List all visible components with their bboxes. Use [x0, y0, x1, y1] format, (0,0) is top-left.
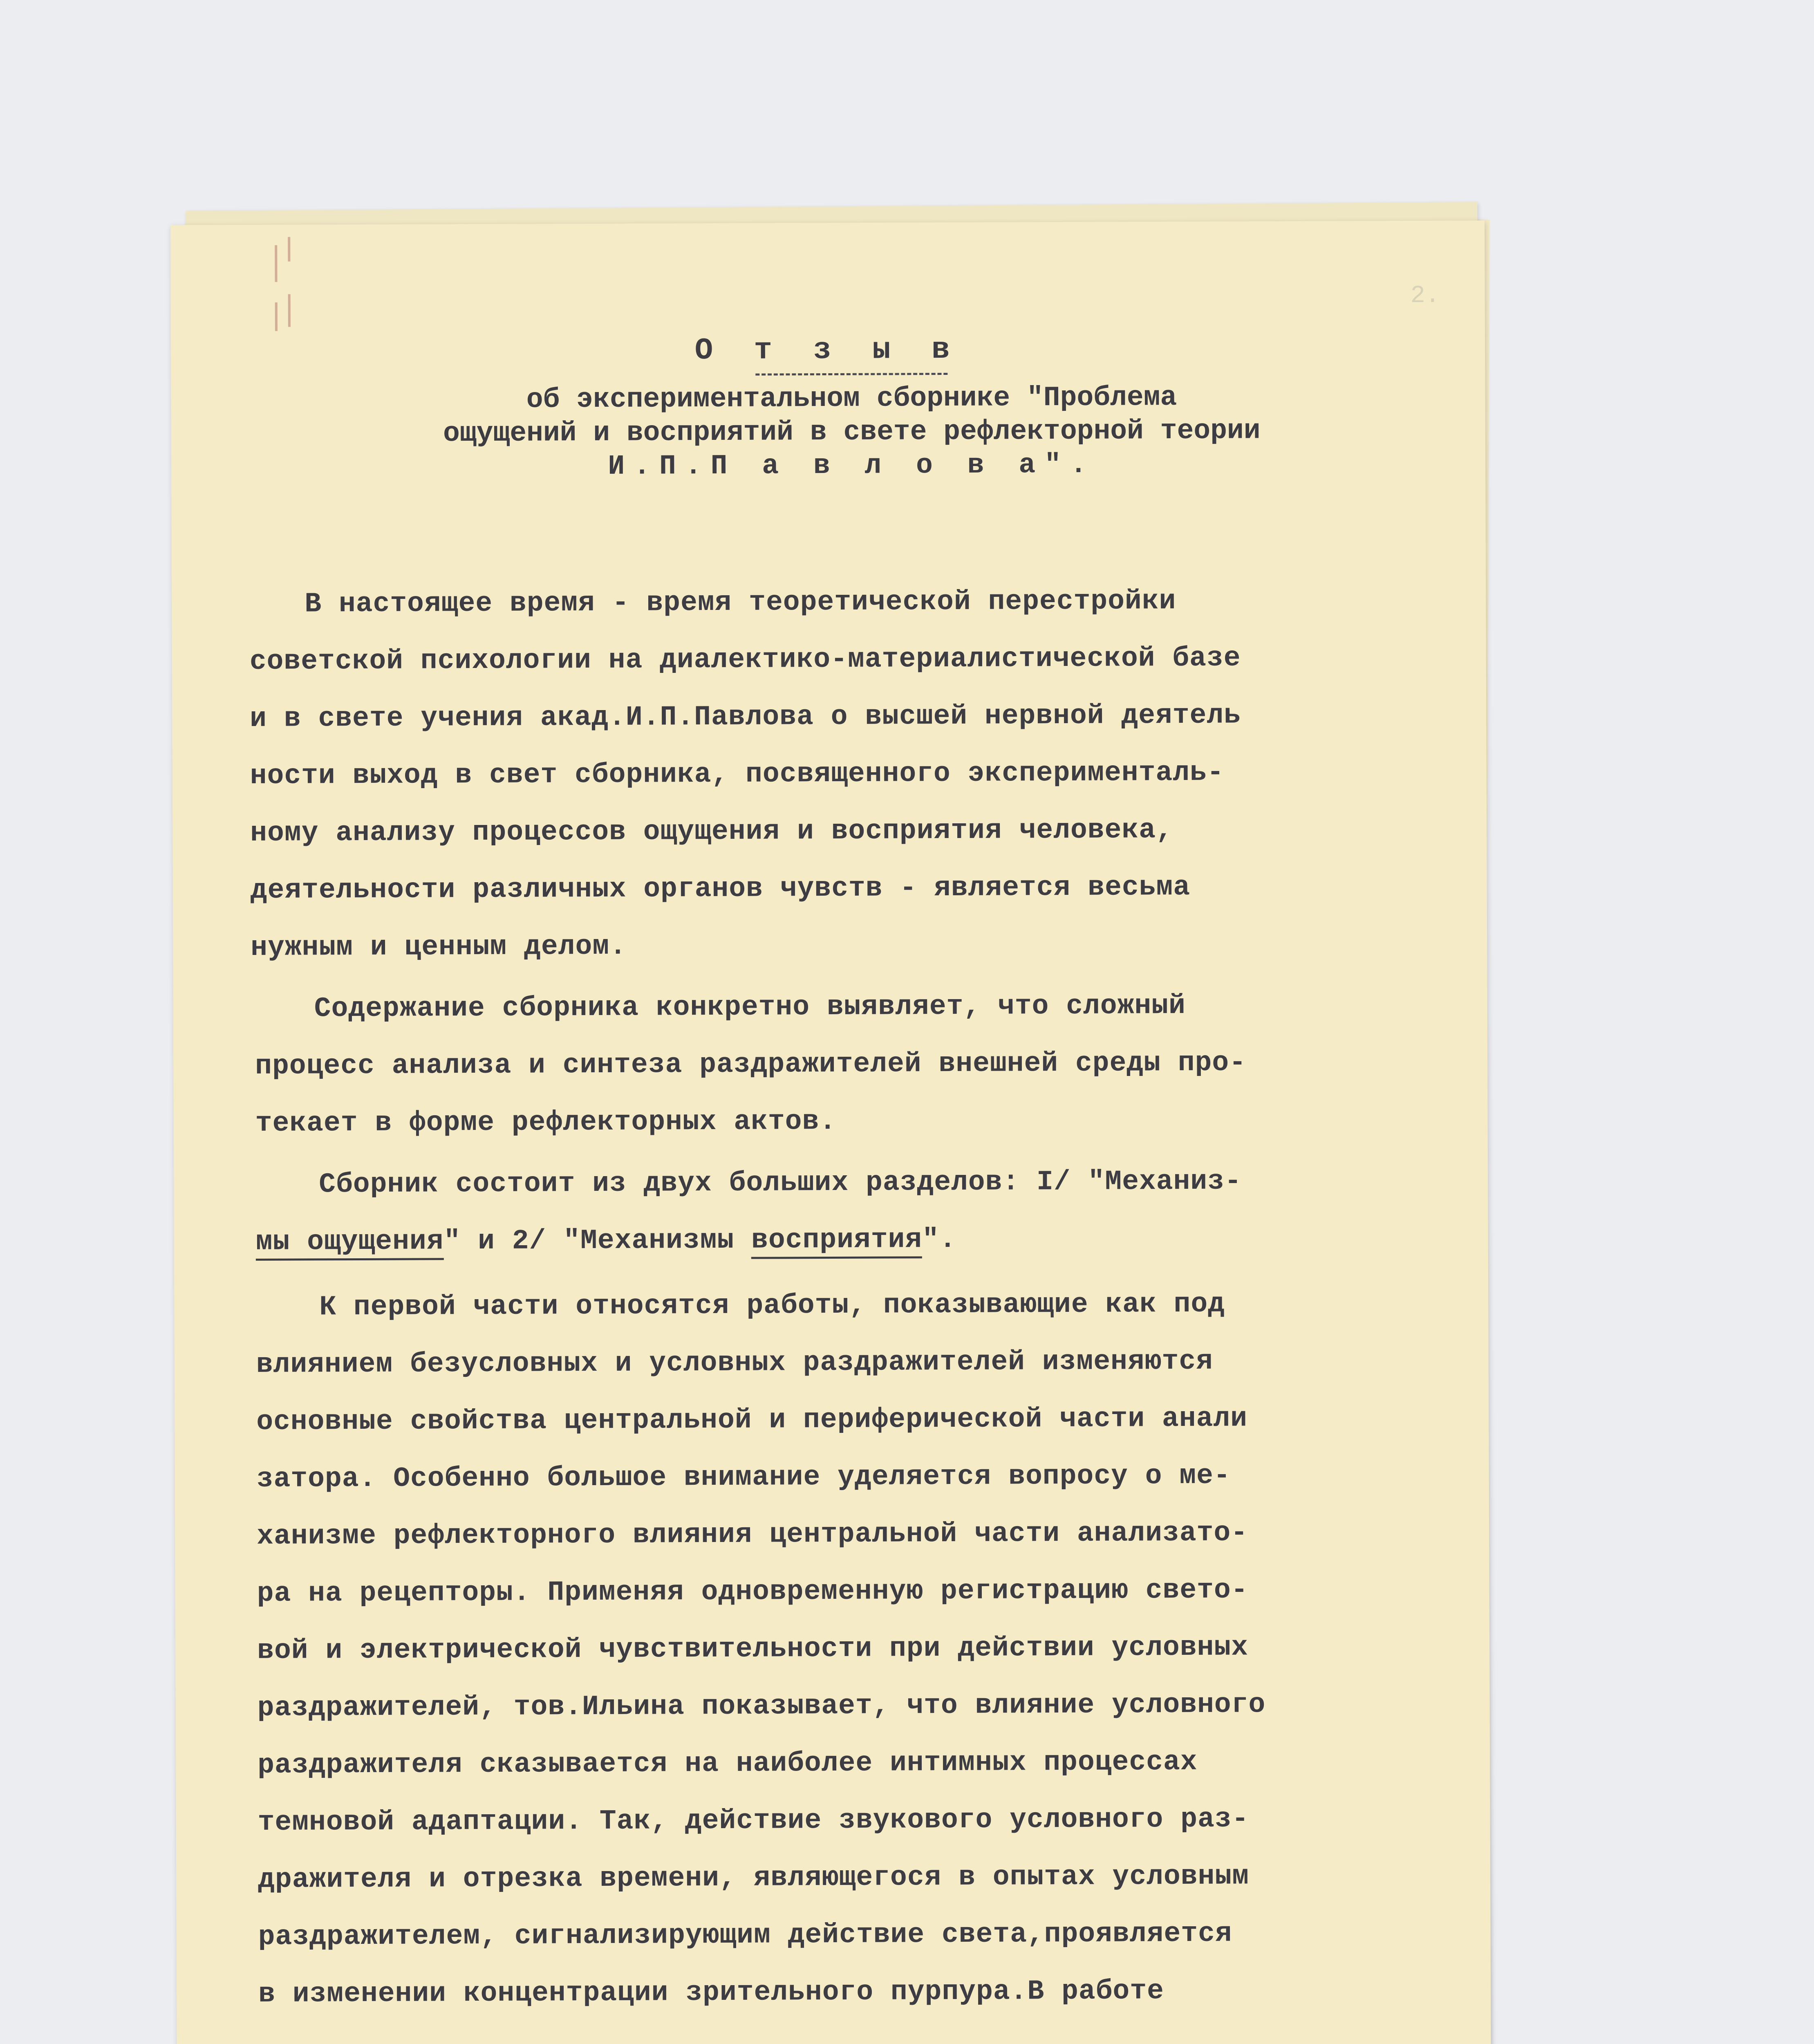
text-line: В настоящее время - время теоретической перестройки — [305, 585, 1176, 620]
text-line: Содержание сборника конкретно выявляет, что сложный — [314, 990, 1186, 1025]
subtitle-line: И.П.П а в л о в а". — [608, 449, 1096, 482]
subtitle-line: об экспериментальном сборнике "Проблема — [526, 382, 1177, 416]
text-line: затора. Особенно большое внимание уделяется вопросу о ме- — [256, 1460, 1231, 1495]
text-line: основные свойства центральной и периферической части анали — [256, 1403, 1248, 1438]
text-line: и в свете учения акад.И.П.Павлова о высшей нервной деятель — [250, 699, 1241, 735]
underlined-phrase: мы ощущения — [256, 1226, 444, 1261]
text-line: ному анализу процессов ощущения и восприятия человека, — [250, 814, 1173, 849]
text-line: дражителя и отрезка времени, являющегося в опытах условным — [258, 1860, 1250, 1896]
text-line: нужным и ценным делом. — [251, 930, 627, 964]
text-line: мы ощущения" и 2/ "Механизмы восприятия". — [256, 1224, 956, 1258]
document-title: О т з ы в — [694, 332, 961, 368]
body-text — [170, 220, 1491, 2044]
text-line: деятельности различных органов чувств - является весьма — [250, 871, 1191, 906]
text-line: ности выход в свет сборника, посвященного эксперименталь- — [250, 757, 1224, 792]
text-line: влиянием безусловных и условных раздражителей изменяются — [256, 1345, 1214, 1381]
text-line: советской психологии на диалектико-материалистической базе — [249, 642, 1241, 677]
text-line: раздражителя сказывается на наиболее интимных процессах — [258, 1746, 1198, 1781]
underlined-phrase: восприятия — [751, 1224, 922, 1259]
bleed-through-page-number: 2. — [1410, 282, 1440, 310]
text-line: ханизме рефлекторного влияния центральной части анализато- — [257, 1517, 1248, 1552]
text-line: раздражителем, сигнализирующим действие света,проявляется — [258, 1918, 1232, 1953]
text-line: темновой адаптации. Так, действие звукового условного раз- — [258, 1803, 1249, 1838]
text-line: вой и электрической чувствительности при действии условных — [257, 1632, 1249, 1667]
text-line: процесс анализа и синтеза раздражителей внешней среды про- — [255, 1047, 1247, 1082]
text-line: в изменении концентрации зрительного пурпура.В работе — [258, 1975, 1165, 2010]
text-line: К первой части относятся работы, показывающие как под — [319, 1288, 1225, 1323]
text-line: раздражителей, тов.Ильина показывает, что влияние условного — [257, 1689, 1266, 1724]
typed-page — [170, 220, 1491, 2044]
subtitle-line: ощущений и восприятий в свете рефлекторной теории — [443, 415, 1261, 450]
text-line: ра на рецепторы. Применяя одновременную регистрацию свето- — [257, 1574, 1248, 1609]
text-line: Сборник состоит из двух больших разделов: I/ "Механиз- — [319, 1165, 1242, 1201]
text-line: текает в форме рефлекторных актов. — [255, 1105, 837, 1139]
